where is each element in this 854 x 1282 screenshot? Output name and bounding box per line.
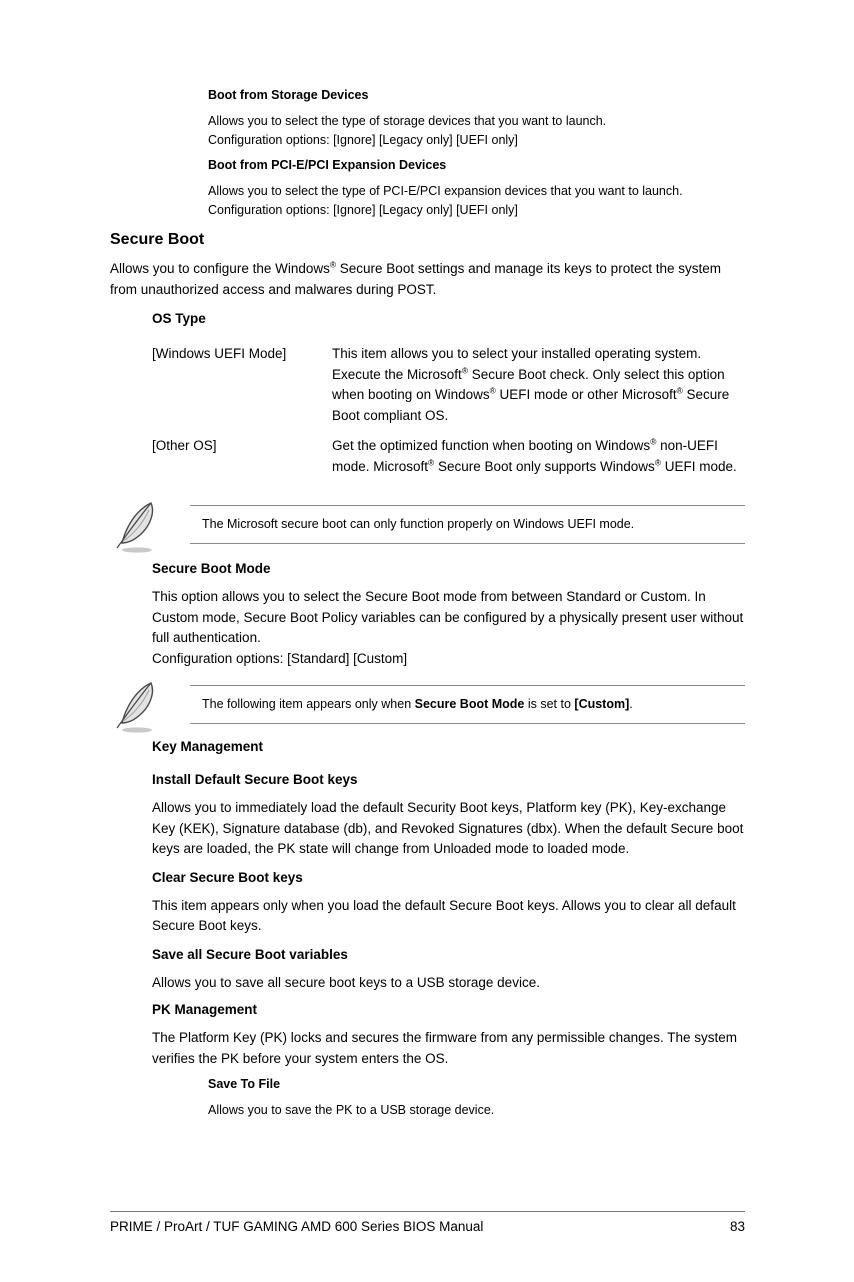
save-to-file-description: Allows you to save the PK to a USB storage device. [208,1103,495,1117]
heading-boot-from-pcie-devices: Boot from PCI-E/PCI Expansion Devices [208,158,447,172]
section-secure-boot-mode [152,560,745,669]
section-pk-management [152,1001,745,1069]
note-text-run: is set to [524,697,575,711]
boot-from-storage-config-options: Configuration options: [Ignore] [Legacy only] [UEFI only] [208,133,518,147]
heading-install-default-keys: Install Default Secure Boot keys [152,772,358,787]
section-key-management [152,738,745,755]
boot-from-storage-description: Allows you to select the type of storage devices that you want to launch. [208,114,607,128]
heading-save-variables: Save all Secure Boot variables [152,946,348,962]
os-type-row-other-os [152,436,745,477]
heading-pk-management: PK Management [152,1002,258,1017]
footer-page-number: 83 [729,1219,745,1234]
section-install-default-keys [152,771,745,860]
clear-keys-description: This item appears only when you load the default Secure Boot keys. Allows you to clear all default Secure Boot keys. [152,897,736,933]
heading-key-management: Key Management [152,739,264,754]
install-default-keys-description: Allows you to immediately load the default Security Boot keys, Platform key (PK), Key-exchange Key (KEK), Signature database (db), and Revoked Signatures (dbx). When the default Secure boot keys are loaded, the PK state will change from Unloaded mode to loaded mode. [152,800,744,856]
note-text-bold-run: [Custom] [574,697,630,711]
section-os-type [152,310,745,477]
note-text-bold-run: Secure Boot Mode [414,697,525,711]
quill-pen-icon [110,499,162,555]
secure-boot-mode-description: This option allows you to select the Secure Boot mode from between Standard or Custom. In Custom mode, Secure Boot Policy variables can be configured by a physically present user without full authentication. [152,589,744,645]
note-custom-mode [110,685,745,724]
pk-management-description: The Platform Key (PK) locks and secures the firmware from any permissible changes. The system verifies the PK before your system enters the OS. [152,1030,737,1066]
footer-manual-title: PRIME / ProArt / TUF GAMING AMD 600 Series BIOS Manual [110,1219,484,1234]
section-save-to-file [208,1077,745,1120]
os-type-definition: Get the optimized function when booting on Windows® non-UEFI mode. Microsoft® Secure Boot only supports Windows® UEFI mode. [332,436,737,474]
os-type-term: [Windows UEFI Mode] [152,346,287,361]
section-boot-from-storage-devices [208,88,745,150]
quill-pen-icon [110,679,162,735]
heading-clear-keys: Clear Secure Boot keys [152,869,303,885]
os-type-table [152,344,745,477]
section-boot-from-pcie-devices [208,158,745,220]
heading-save-to-file: Save To File [208,1077,281,1091]
section-clear-keys [152,869,745,937]
note-box [190,685,745,724]
section-save-variables [152,946,745,994]
note-microsoft-secure-boot [110,505,745,544]
heading-os-type: OS Type [152,311,206,326]
secure-boot-mode-config-options: Configuration options: [Standard] [Custom] [152,650,408,666]
note-text-run: The following item appears only when [202,697,415,711]
heading-secure-boot-mode: Secure Boot Mode [152,561,271,576]
boot-from-pcie-config-options: Configuration options: [Ignore] [Legacy only] [UEFI only] [208,203,518,217]
boot-from-pcie-description: Allows you to select the type of PCI-E/PCI expansion devices that you want to launch. [208,184,683,198]
heading-boot-from-storage-devices: Boot from Storage Devices [208,88,369,102]
section-secure-boot [110,230,745,300]
note-text-run: . [629,697,633,711]
secure-boot-description: Allows you to configure the Windows® Secure Boot settings and manage its keys to protect the system from unauthorized access and malwares during POST. [110,259,721,297]
os-type-row-windows-uefi-mode [152,344,745,426]
note-box [190,505,745,544]
heading-secure-boot: Secure Boot [110,231,205,248]
note-text: The Microsoft secure boot can only function properly on Windows UEFI mode. [202,517,635,531]
save-variables-description: Allows you to save all secure boot keys to a USB storage device. [152,974,540,990]
footer [110,1211,745,1234]
os-type-term: [Other OS] [152,438,217,453]
note-text [202,696,741,713]
os-type-definition: This item allows you to select your installed operating system. Execute the Microsoft® Secure Boot check. Only select this option when booting on Windows® UEFI mode or other Microsoft® Secure Boot compliant OS. [332,346,730,423]
